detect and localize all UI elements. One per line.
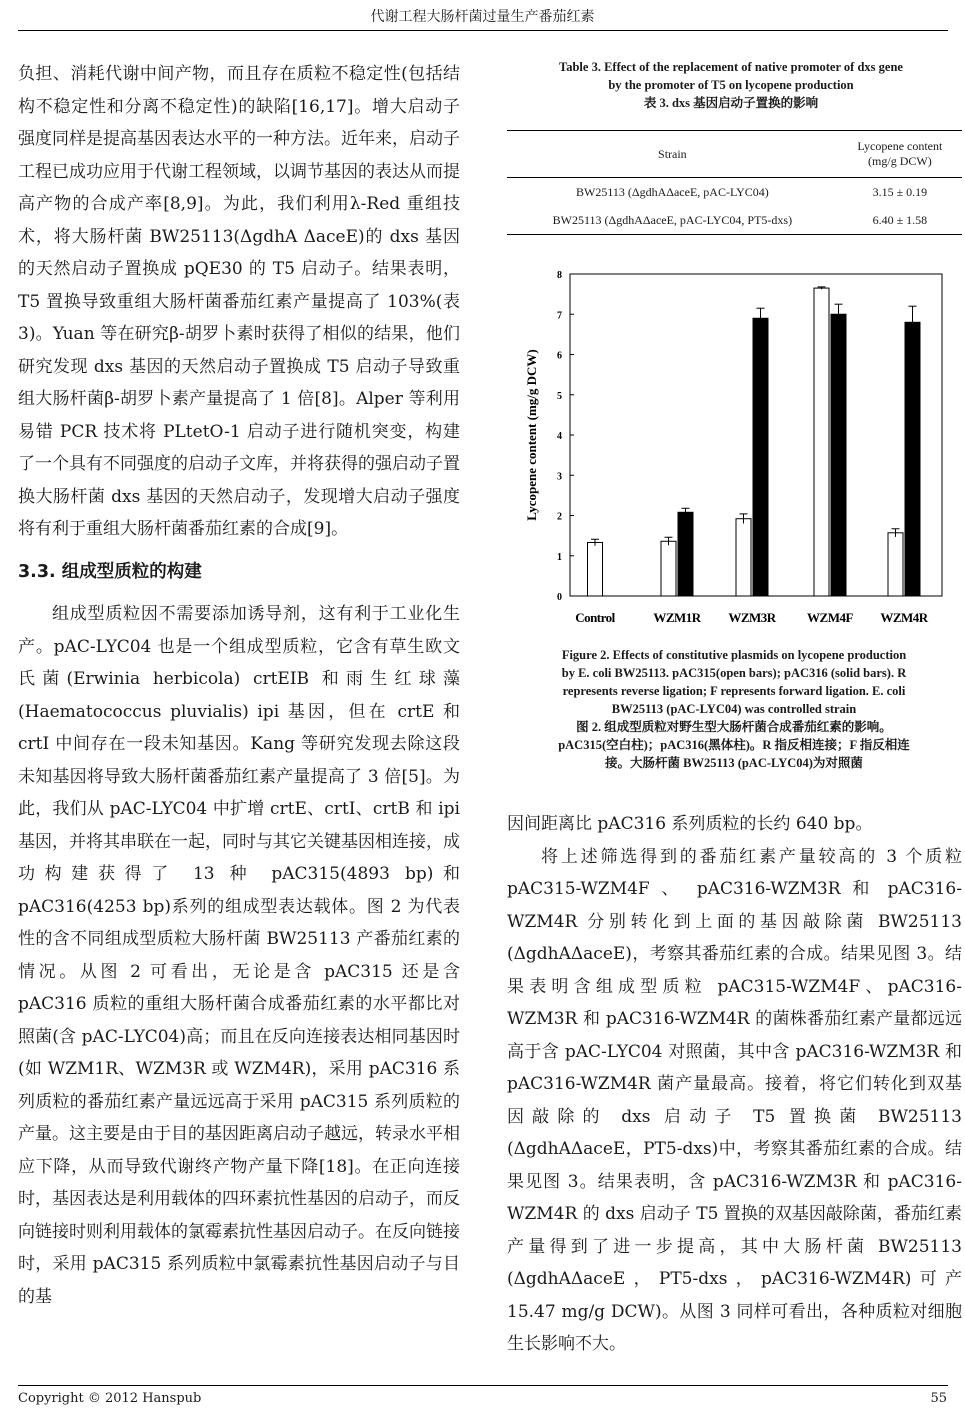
header-content: [838, 131, 962, 178]
page-number: 55: [930, 1391, 947, 1406]
figure-caption: [504, 646, 964, 772]
x-category-label: Control: [575, 610, 615, 625]
figure-caption-en-2: by E. coli BW25113. pAC315(open bars); pAC316 (solid bars). R: [561, 666, 907, 680]
bar-pac315: [888, 533, 903, 596]
header-content-line-1: Lycopene content: [857, 139, 943, 153]
y-tick-label: 7: [557, 310, 562, 322]
cell-value: 6.40 ± 1.58: [838, 206, 962, 235]
bar-pac316: [678, 512, 693, 596]
cell-value: 3.15 ± 0.19: [872, 185, 928, 199]
cell-strain: BW25113 (ΔgdhAΔaceE, pAC-LYC04, PT5-dxs): [507, 206, 838, 235]
y-tick-label: 2: [557, 511, 562, 523]
header-content-line-2: (mg/g DCW): [868, 154, 932, 168]
table-caption-en-1: Table 3. Effect of the replacement of native promoter of dxs gene: [559, 60, 903, 74]
bar-pac315: [661, 541, 676, 596]
y-tick-label: 5: [557, 390, 562, 402]
bar-pac316: [753, 318, 768, 596]
right-paragraph-1: 因间距离比 pAC316 系列质粒的长约 640 bp。: [507, 814, 873, 834]
figure-caption-en-4: BW25113 (pAC-LYC04) was controlled strain: [611, 702, 857, 716]
table-row: [507, 178, 962, 207]
left-paragraph-1: 负担、消耗代谢中间产物，而且存在质粒不稳定性(包括结构不稳定性和分离不稳定性)的缺陷[16,17]。增大启动子强度同样是提高基因表达水平的一种方法。近年来，启动子工程已成功应用于代谢工程领域，以调节基因的表达从而提高产物的合成产率[8,9]。为此，我们利用λ-Red 重组技术，将大肠杆菌 BW25113(ΔgdhA ΔaceE)的 dxs 基因的天然启动子置换成 pQE30 的 T5 启动子。结果表明，T5 置换导致重组大肠杆菌番茄红素产量提高了 103%(表 3)。Yuan 等在研究β-胡罗卜素时获得了相似的结果，他们研究发现 dxs 基因的天然启动子置换成 T5 启动子导致重组大肠杆菌β-胡罗卜素产量提高了 1 倍[8]。Alper 等利用易错 PCR 技术将 PLtetO-1 启动子进行随机突变，构建了一个具有不同强度的启动子文库，并将获得的强启动子置换大肠杆菌 dxs 基因的天然启动子，发现增大启动子强度将有利于重组大肠杆菌番茄红素的合成[9]。: [18, 64, 460, 539]
figure-caption-cn-2: pAC315(空白柱)；pAC316(黑体柱)。R 指反相连接；F 指反相连: [558, 738, 910, 752]
figure-caption-en-3: represents reverse ligation; F represents forward ligation. E. coli: [562, 684, 906, 698]
right-paragraph-2: 将上述筛选得到的番茄红素产量较高的 3 个质粒 pAC315-WZM4F 、 pAC316-WZM3R 和 pAC316-WZM4R 分别转化到上面的基因敲除菌 BW25113 (ΔgdhAΔaceE)，考察其番茄红素的合成。结果见图 3。结果表明含组成型质粒 pAC315-WZM4F、pAC316-WZM3R 和 pAC316-WZM4R 的菌株番茄红素产量都远远高于含 pAC-LYC04 对照菌，其中含 pAC316-WZM3R 和 pAC316-WZM4R 菌产量最高。接着，将它们转化到双基因敲除的 dxs 启动子 T5 置换菌 BW25113 (ΔgdhAΔaceE，PT5-dxs)中，考察其番茄红素的合成。结果见图 3。结果表明，含 pAC316-WZM3R 和 pAC316-WZM4R 的 dxs 启动子 T5 置换的双基因敲除菌，番茄红素产量得到了进一步提高，其中大肠杆菌 BW25113 (ΔgdhAΔaceE，PT5-dxs，pAC316-WZM4R)可产 15.47 mg/g DCW)。从图 3 同样可看出，各种质粒对细胞生长影响不大。: [507, 846, 962, 1354]
x-category-label: WZM3R: [728, 610, 776, 625]
table-caption: [500, 58, 962, 112]
y-tick-label: 8: [557, 270, 562, 281]
bar-pac316: [905, 322, 920, 596]
x-category-label: WZM4R: [880, 610, 928, 625]
left-paragraph-2: 组成型质粒因不需要添加诱导剂，这有利于工业化生产。pAC-LYC04 也是一个组成型质粒，它含有草生欧文氏菌(Erwinia herbicola) crtEIB 和雨生红球藻(Haematococcus pluvialis) ipi 基因，但在 crtE 和 crtI 中间存在一段未知基因。Kang 等研究发现去除这段未知基因将导致大肠杆菌番茄红素产量提高了 3 倍[5]。为此，我们从 pAC-LYC04 中扩增 crtE、crtI、crtB 和 ipi 基因，并将其串联在一起，同时与其它关键基因相连接，成功构建获得了 13 种 pAC315(4893 bp)和 pAC316(4253 bp)系列的组成型表达载体。图 2 为代表性的含不同组成型质粒大肠杆菌 BW25113 产番茄红素的情况。从图 2 可看出，无论是含 pAC315 还是含 pAC316 质粒的重组大肠杆菌合成番茄红素的水平都比对照菌(含 pAC-LYC04)高；而且在反向连接表达相同基因时(如 WZM1R、WZM3R 或 WZM4R)，采用 pAC316 系列质粒的番茄红素产量远远高于采用 pAC315 系列质粒的产量。这主要是由于目的基因距离启动子越远，转录水平相应下降，从而导致代谢终产物产量下降[18]。在正向连接时，基因表达是利用载体的四环素抗性基因的启动子，而反向链接时则利用载体的氯霉素抗性基因启动子。在反向链接时，采用 pAC315 系列质粒中氯霉素抗性基因启动子与目的基: [18, 604, 460, 1307]
figure-caption-cn-1: 图 2. 组成型质粒对野生型大肠杆菌合成番茄红素的影响。: [576, 720, 892, 734]
running-header: 代谢工程大肠杆菌过量生产番茄红素: [370, 9, 595, 25]
cell-strain: BW25113 (ΔgdhAΔaceE, pAC-LYC04): [575, 185, 769, 199]
x-category-label: WZM4F: [807, 610, 853, 625]
table-3: [507, 130, 962, 235]
bar-pac315: [736, 519, 751, 596]
y-tick-label: 1: [557, 551, 562, 563]
figure-2-bar-chart: [507, 258, 962, 638]
right-column: [507, 808, 962, 1361]
figure-caption-en-1: Figure 2. Effects of constitutive plasmids on lycopene production: [561, 648, 907, 662]
y-tick-label: 4: [557, 431, 562, 442]
footer-rule: [18, 1385, 948, 1386]
left-column: [18, 58, 460, 1313]
y-tick-label: 3: [557, 471, 562, 483]
header-rule: [18, 30, 948, 31]
table-row: [507, 206, 962, 235]
x-category-label: WZM1R: [653, 610, 701, 625]
bar-pac315: [814, 288, 829, 596]
bar-pac316: [831, 314, 846, 596]
section-heading: 3.3. 组成型质粒的构建: [18, 561, 202, 582]
bar-pac315: [588, 542, 603, 596]
table-caption-cn: 表 3. dxs 基因启动子置换的影响: [643, 96, 819, 110]
y-tick-label: 0: [557, 592, 562, 603]
header-strain: Strain: [507, 131, 838, 178]
figure-caption-cn-3: 接。大肠杆菌 BW25113 (pAC-LYC04)为对照菌: [605, 756, 863, 770]
table-header-row: [507, 131, 962, 178]
y-tick-label: 6: [557, 350, 562, 362]
table-caption-en-2: by the promoter of T5 on lycopene production: [608, 78, 854, 92]
footer-copyright: Copyright © 2012 Hanspub: [18, 1391, 202, 1406]
y-axis-label: Lycopene content (mg/g DCW): [524, 349, 539, 521]
